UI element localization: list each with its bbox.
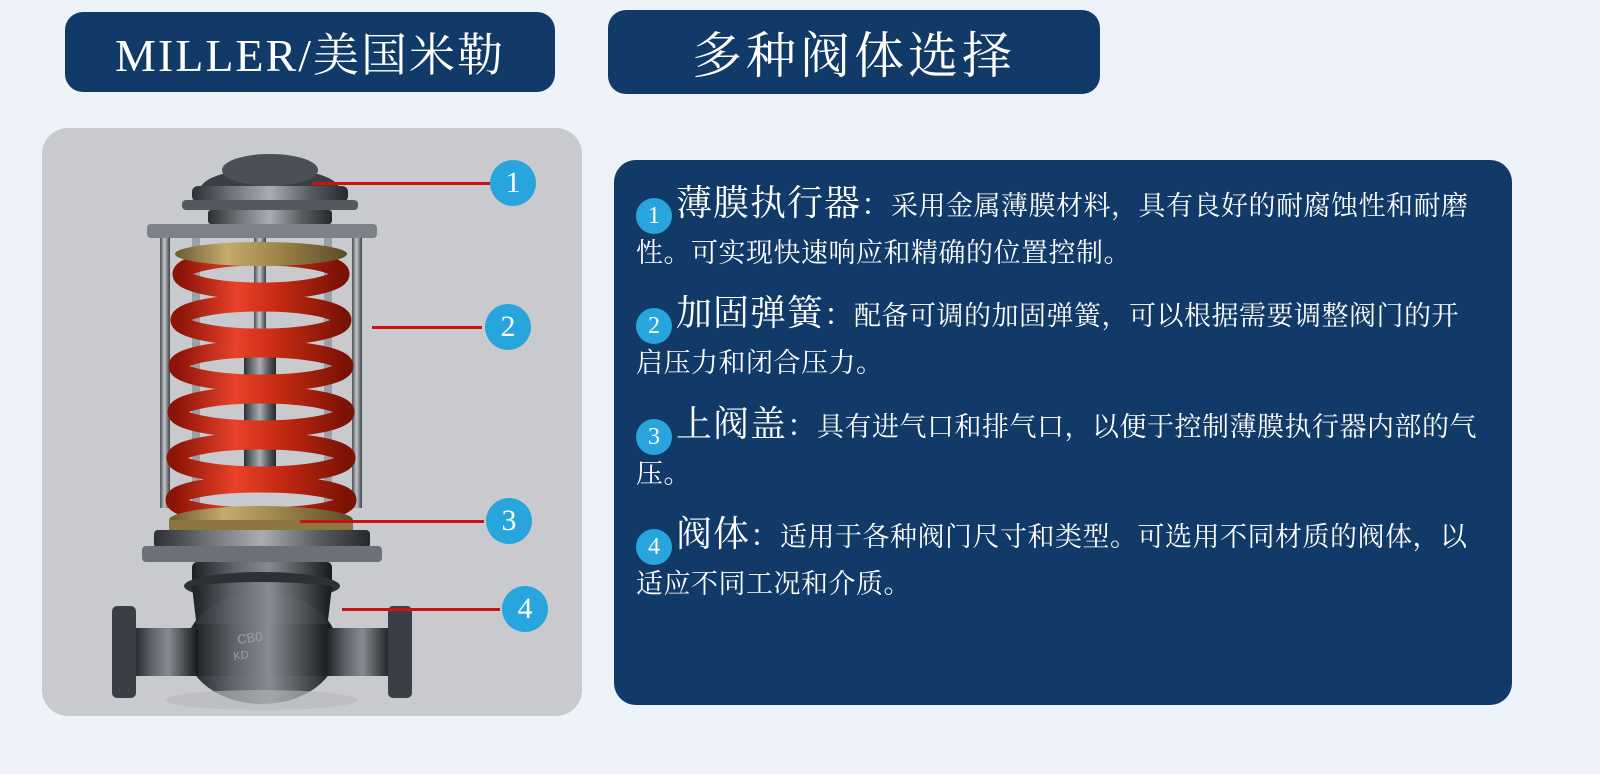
leader-line-3 xyxy=(300,520,484,523)
callout-badge-2 xyxy=(485,304,531,350)
callout-badge-1-label: 1 xyxy=(505,166,521,199)
brand-badge xyxy=(65,12,555,92)
feature-title-4: 阀体 xyxy=(676,514,751,555)
feature-body-1: 采用金属薄膜材料，具有良好的耐腐蚀性和耐磨性。可实现快速响应和精确的位置控制。 xyxy=(636,191,1469,269)
callout-badge-3-label: 3 xyxy=(501,504,517,537)
feature-bullet-3: 3 xyxy=(636,419,672,455)
callout-badge-4-label: 4 xyxy=(517,592,533,625)
feature-colon-3: ： xyxy=(787,409,818,443)
brand-badge-label: MILLER/美国米勒 xyxy=(115,30,505,81)
feature-colon-1: ： xyxy=(861,189,892,222)
feature-list-panel xyxy=(614,160,1512,705)
leader-line-2 xyxy=(372,326,482,329)
valve-image-panel xyxy=(42,128,582,716)
feature-item-3 xyxy=(636,399,1486,493)
feature-body-4: 适用于各种阀门尺寸和类型。可选用不同材质的阀体，以适应不同工况和介质。 xyxy=(636,522,1468,600)
title-badge xyxy=(608,10,1100,94)
feature-title-3: 上阀盖 xyxy=(676,403,788,444)
leader-line-4 xyxy=(342,608,500,611)
leader-line-1 xyxy=(312,182,490,185)
feature-colon-4: ： xyxy=(750,520,781,554)
feature-item-2 xyxy=(636,288,1486,382)
svg-text:CB0: CB0 xyxy=(236,628,264,647)
feature-body-2: 配备可调的加固弹簧，可以根据需要调整阀门的开启压力和闭合压力。 xyxy=(636,301,1460,379)
edge-watermark xyxy=(1584,590,1594,642)
callout-badge-3 xyxy=(486,498,532,544)
feature-body-3: 具有进气口和排气口，以便于控制薄膜执行器内部的气压。 xyxy=(636,411,1478,489)
svg-text:KD: KD xyxy=(232,648,250,663)
callout-badge-2-label: 2 xyxy=(500,310,516,343)
feature-item-1 xyxy=(636,178,1486,272)
feature-title-1: 薄膜执行器 xyxy=(676,183,862,223)
feature-bullet-1: 1 xyxy=(636,198,672,234)
title-badge-label: 多种阀体选择 xyxy=(692,28,1016,84)
callout-badge-1 xyxy=(490,160,536,206)
valve-diagram-icon xyxy=(42,128,582,716)
feature-bullet-2: 2 xyxy=(636,308,672,344)
feature-colon-2: ： xyxy=(824,299,855,333)
feature-title-2: 加固弹簧 xyxy=(676,293,825,334)
feature-bullet-4: 4 xyxy=(636,529,672,565)
callout-badge-4 xyxy=(502,586,548,632)
feature-item-4 xyxy=(636,509,1486,603)
